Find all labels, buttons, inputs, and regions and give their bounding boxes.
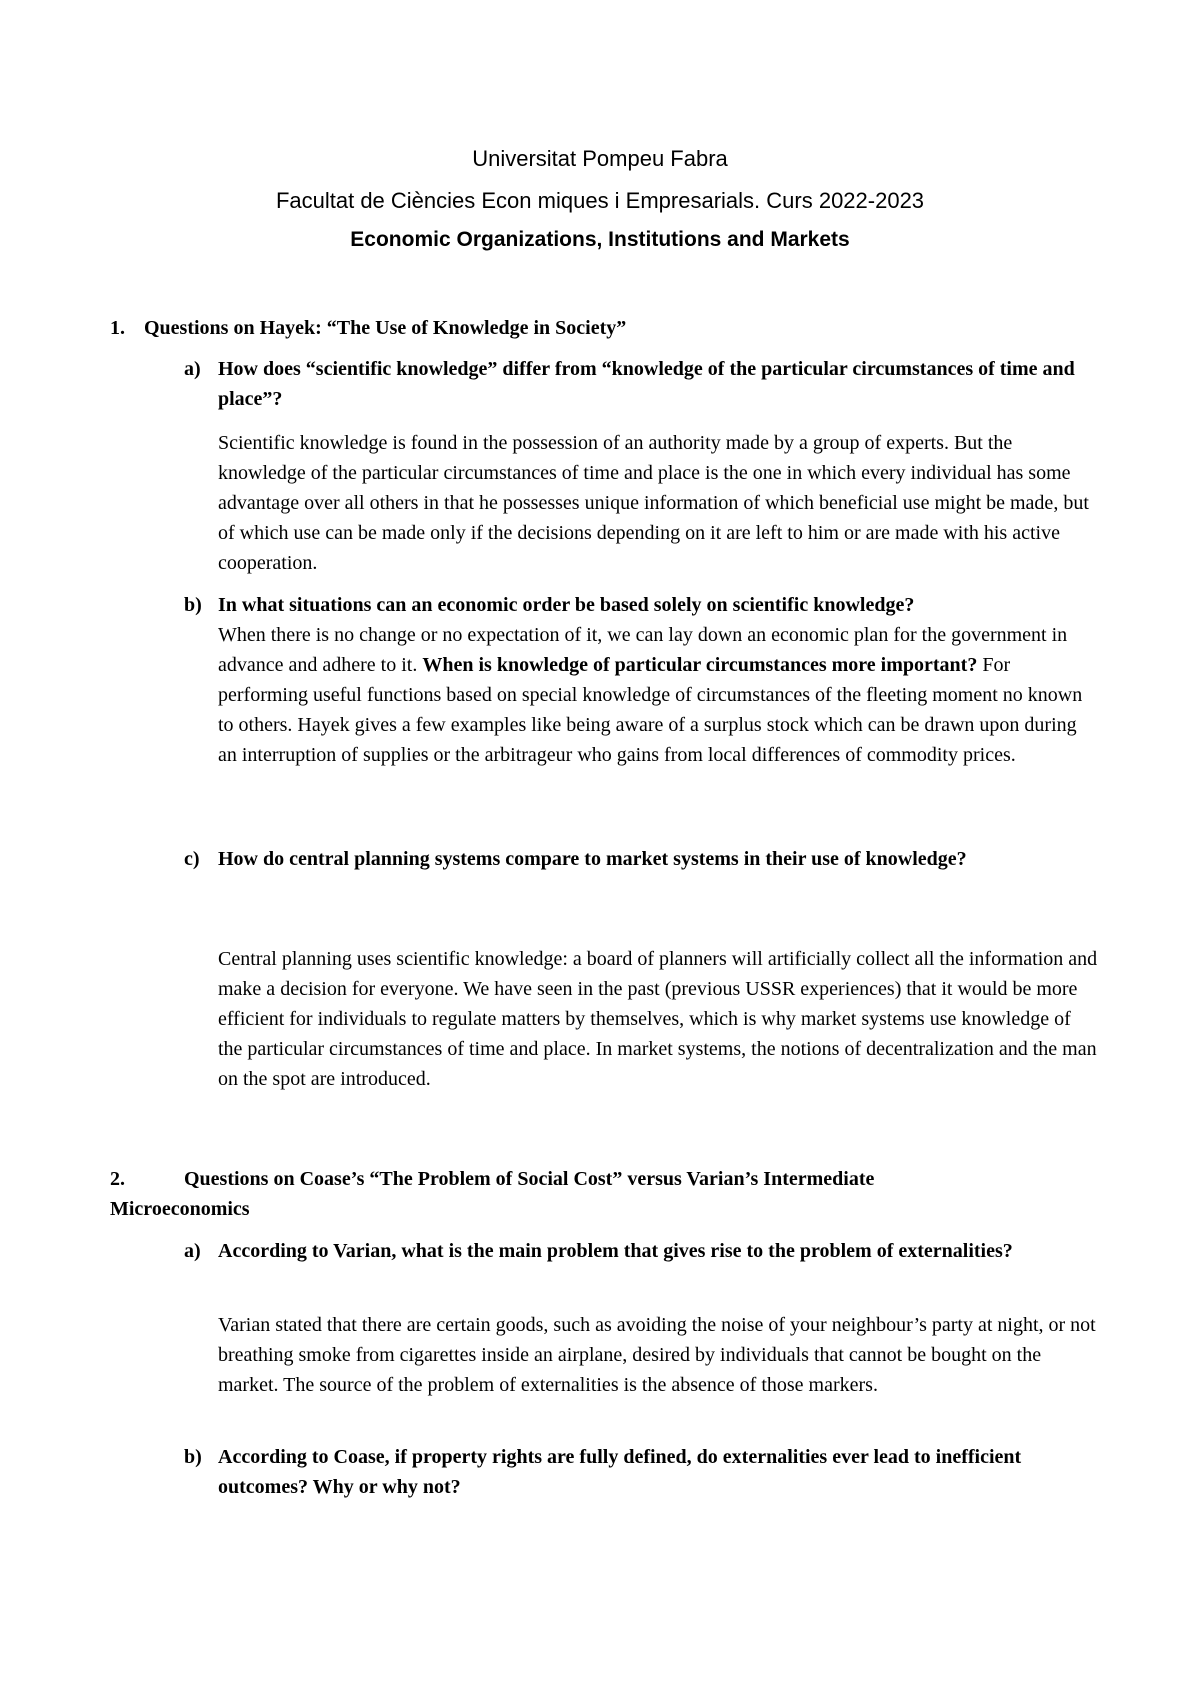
question-1b-letter: b) — [184, 594, 202, 616]
section-1-title: Questions on Hayek: “The Use of Knowledge in Society” — [144, 317, 627, 339]
question-2a-text: According to Varian, what is the main problem that gives rise to the problem of externalities? — [218, 1240, 1013, 1262]
section-1-number: 1. — [110, 317, 125, 339]
question-1b-text: In what situations can an economic order be based solely on scientific knowledge? — [218, 594, 915, 616]
course-title: Economic Organizations, Institutions and Markets — [350, 228, 850, 251]
section-2-title-line-1: Questions on Coase’s “The Problem of Social Cost” versus Varian’s Intermediate — [184, 1168, 875, 1190]
section-2-number: 2. — [110, 1168, 125, 1190]
question-2b-letter: b) — [184, 1446, 202, 1468]
answer-1b — [218, 620, 1098, 770]
answer-1b-part-2: For performing useful functions based on special knowledge of circumstances of the fleeting moment no known to others. Hayek gives a few examples like being aware of a surplus stock which can be drawn upon during an interruption of supplies or the arbitrageur who gains from local differences of commodity prices. — [218, 654, 1083, 766]
question-1c-text: How do central planning systems compare to market systems in their use of knowledge? — [218, 848, 967, 870]
university-name: Universitat Pompeu Fabra — [472, 146, 728, 171]
question-2a-letter: a) — [184, 1240, 201, 1262]
answer-1a: Scientific knowledge is found in the possession of an authority made by a group of experts. But the knowledge of the particular circumstances of time and place is the one in which every individual has some advantage over all others in that he possesses unique information of which beneficial use might be made, but of which use can be made only if the decisions depending on it are left to him or are made with his active cooperation. — [218, 432, 1089, 574]
section-2-title-line-2: Microeconomics — [110, 1198, 250, 1220]
question-2b-text: According to Coase, if property rights are fully defined, do externalities ever lead to inefficient outcomes? Why or why not? — [218, 1446, 1022, 1498]
answer-2a: Varian stated that there are certain goods, such as avoiding the noise of your neighbour’s party at night, or not breathing smoke from cigarettes inside an airplane, desired by individuals that cannot be bought on the market. The source of the problem of externalities is the absence of those markers. — [218, 1314, 1096, 1396]
question-1a-text: How does “scientific knowledge” differ from “knowledge of the particular circumstances of time and place”? — [218, 358, 1075, 410]
answer-1b-part-1: When there is no change or no expectation of it, we can lay down an economic plan for the government in advance and adhere to it. — [218, 624, 1068, 676]
question-1b-followup: When is knowledge of particular circumstances more important? — [422, 654, 978, 676]
question-1c-letter: c) — [184, 848, 200, 870]
answer-1c: Central planning uses scientific knowledge: a board of planners will artificially collect all the information and make a decision for everyone. We have seen in the past (previous USSR experiences) that it would be more efficient for individuals to regulate matters by themselves, which is why market systems use knowledge of the particular circumstances of time and place. In market systems, the notions of decentralization and the man on the spot are introduced. — [218, 948, 1098, 1090]
faculty-line: Facultat de Ciències Econ miques i Empresarials. Curs 2022-2023 — [275, 188, 925, 213]
question-1a-letter: a) — [184, 358, 201, 380]
